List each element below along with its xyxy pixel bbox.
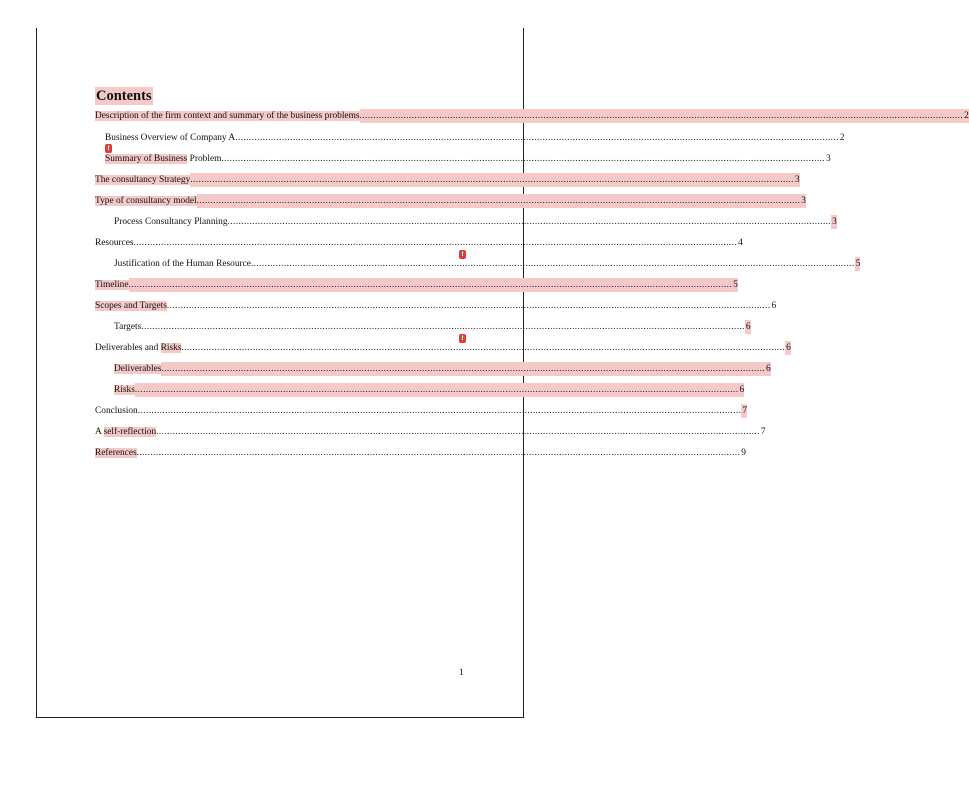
toc-entry-title-segment: Deliverables <box>114 364 162 374</box>
toc-dot-leader: ............................................................................................................................................................................................................................ <box>227 217 832 227</box>
toc-entry-title-segment: Description of the firm context and summary of the business problems <box>95 111 360 121</box>
toc-entry[interactable] <box>95 425 766 439</box>
toc-entry[interactable] <box>105 152 831 166</box>
toc-dot-leader: ............................................................................................................................................................................................................................ <box>156 427 760 437</box>
toc-dot-leader: ............................................................................................................................................................................................................................ <box>141 322 745 332</box>
toc-entry-page: 4 <box>738 238 743 248</box>
toc-entry[interactable] <box>95 173 800 187</box>
toc-entry-title-segment: Risks <box>114 385 135 395</box>
toc-dot-leader: ............................................................................................................................................................................................................................ <box>250 259 855 269</box>
toc-dot-leader: ............................................................................................................................................................................................................................ <box>136 448 741 458</box>
toc-entry-page: 2 <box>839 133 845 143</box>
toc-entry[interactable] <box>114 257 861 271</box>
toc-entry-title-segment: Problem <box>187 154 222 164</box>
toc-entry[interactable] <box>114 383 745 397</box>
toc-entry-page: 6 <box>766 364 771 374</box>
document-page <box>36 28 969 718</box>
toc-dot-leader: ............................................................................................................................................................................................................................ <box>161 364 765 374</box>
toc-entry-title-segment: Targets <box>114 322 142 332</box>
toc-entry[interactable] <box>95 194 806 208</box>
toc-dot-leader: ............................................................................................................................................................................................................................ <box>190 175 794 185</box>
toc-dot-leader: ............................................................................................................................................................................................................................ <box>235 133 839 143</box>
toc-entry-page: 3 <box>801 196 806 206</box>
toc-entry-title <box>105 131 235 145</box>
toc-entry-page: 3 <box>832 217 837 227</box>
toc-entry-title <box>114 362 161 376</box>
toc-entry[interactable] <box>105 131 845 145</box>
toc-entry[interactable] <box>114 320 751 334</box>
toc-entry-title-segment: A <box>95 427 104 437</box>
toc-entry[interactable] <box>95 299 777 313</box>
toc-entry-title <box>114 257 251 271</box>
toc-dot-leader: ............................................................................................................................................................................................................................ <box>181 343 786 353</box>
toc-entry-title-segment: self-reflection <box>103 427 157 437</box>
toc-entry-title-segment: Summary of Business <box>105 154 188 164</box>
toc-entry-title <box>95 404 138 418</box>
toc-entry-title <box>114 383 135 397</box>
toc-dot-leader: ............................................................................................................................................................................................................................ <box>221 154 826 164</box>
toc-entry[interactable] <box>114 215 837 229</box>
toc-entry[interactable] <box>95 404 748 418</box>
toc-entry-title-segment: Business Overview of Company A <box>105 133 236 143</box>
toc-dot-leader: ............................................................................................................................................................................................................................ <box>137 406 742 416</box>
toc-entry-title-segment: Type of consultancy model <box>95 196 197 206</box>
toc-entry-page: 6 <box>739 385 745 395</box>
comment-marker-icon[interactable]: ! <box>459 250 466 259</box>
toc-entry-page: 6 <box>786 343 791 353</box>
toc-entry-page: 6 <box>745 322 751 332</box>
toc-entry[interactable] <box>114 362 771 376</box>
page-number: 1 <box>459 668 464 678</box>
comment-marker-icon[interactable]: ! <box>459 334 466 343</box>
toc-entry-page: 3 <box>826 154 831 164</box>
toc-entry-title-segment: Scopes and Targets <box>95 301 167 311</box>
toc-entry-title <box>114 320 141 334</box>
toc-entry-page: 7 <box>760 427 766 437</box>
toc-entry-title <box>95 109 360 123</box>
toc-entry-title <box>95 299 167 313</box>
toc-dot-leader: ............................................................................................................................................................................................................................ <box>196 196 801 206</box>
toc-entry-page: 7 <box>742 406 748 416</box>
toc-entry-title <box>95 278 129 292</box>
toc-entry-title <box>95 236 134 250</box>
toc-entry-title-segment: Justification of the Human Resource <box>114 259 251 269</box>
toc-entry-title-segment: Resources <box>95 238 134 248</box>
toc-entry-title-segment: Conclusion <box>95 406 138 416</box>
toc-entry-title <box>95 194 197 208</box>
toc-entry-page: 5 <box>855 259 861 269</box>
toc-dot-leader: ............................................................................................................................................................................................................................ <box>134 385 739 395</box>
toc-entry-title-segment: Timeline <box>95 280 129 290</box>
toc-entry-title <box>105 152 221 166</box>
contents-heading: Contents <box>96 88 152 104</box>
toc-entry-page: 3 <box>794 175 800 185</box>
toc-entry-page: 2 <box>964 111 969 121</box>
toc-entry-title <box>95 446 137 460</box>
toc-dot-leader: ............................................................................................................................................................................................................................ <box>359 111 964 121</box>
toc-entry-title-segment: The consultancy Strategy <box>95 175 191 185</box>
comment-marker-icon[interactable]: ! <box>105 144 112 153</box>
toc-entry-title <box>114 215 228 229</box>
toc-entry[interactable] <box>95 109 969 123</box>
toc-entry-title-segment: Process Consultancy Planning <box>114 217 228 227</box>
toc-entry-title <box>95 425 156 439</box>
toc-entry-title <box>95 173 190 187</box>
toc-dot-leader: ............................................................................................................................................................................................................................ <box>166 301 771 311</box>
toc-entry-title-segment: References <box>95 448 137 458</box>
toc-dot-leader: ............................................................................................................................................................................................................................ <box>128 280 733 290</box>
toc-entry[interactable] <box>95 236 743 250</box>
toc-entry[interactable] <box>95 278 738 292</box>
toc-entry-page: 9 <box>741 448 746 458</box>
toc-entry-title-segment: Risks <box>160 343 182 353</box>
toc-entry-page: 6 <box>771 301 777 311</box>
toc-entry[interactable] <box>95 341 791 355</box>
toc-dot-leader: ............................................................................................................................................................................................................................ <box>133 238 738 248</box>
toc-entry-title <box>95 341 181 355</box>
toc-entry[interactable] <box>95 446 746 460</box>
toc-entry-title-segment: Deliverables and <box>95 343 161 353</box>
toc-entry-page: 5 <box>733 280 738 290</box>
